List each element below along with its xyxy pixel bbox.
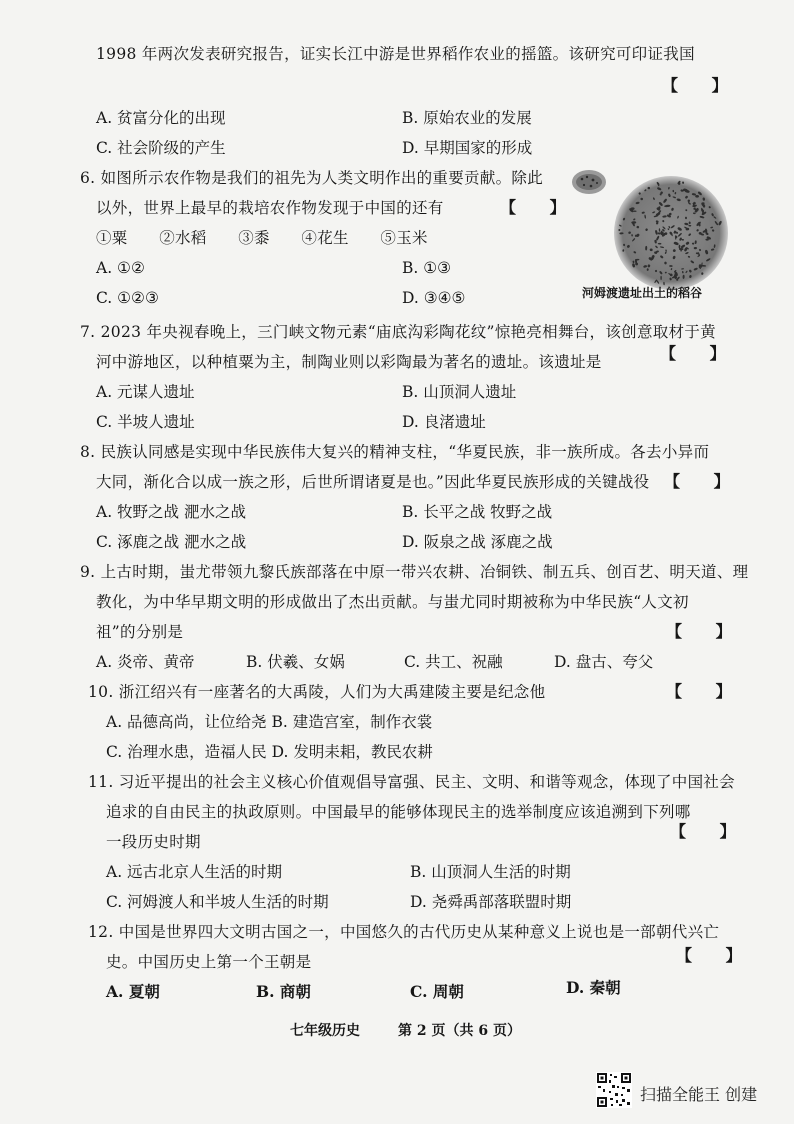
q9-option-c: C. 共工、祝融 bbox=[404, 653, 503, 671]
q10-answer-bracket: 【 】 bbox=[666, 682, 746, 701]
q6-option-d: D. ③④⑤ bbox=[402, 289, 466, 307]
q6-answer-bracket: 【 】 bbox=[500, 198, 580, 217]
footer-page-number: 第 2 页（共 6 页） bbox=[398, 1023, 521, 1039]
q10-stem-line1: 10. 浙江绍兴有一座著名的大禹陵，人们为大禹建陵主要是纪念他 bbox=[88, 683, 546, 701]
q6-stem-line2: 以外，世界上最早的栽培农作物发现于中国的还有 bbox=[96, 199, 444, 217]
q11-answer-bracket: 【 】 bbox=[670, 822, 750, 841]
q9-answer-bracket: 【 】 bbox=[666, 622, 746, 641]
q12-stem-line2: 史。中国历史上第一个王朝是 bbox=[106, 953, 312, 971]
q5-option-d: D. 早期国家的形成 bbox=[402, 139, 533, 157]
q11-stem-line2: 追求的自由民主的执政原则。中国最早的能够体现民主的选举制度应该追溯到下列哪 bbox=[106, 803, 691, 821]
q9-stem-line3: 祖”的分别是 bbox=[96, 623, 184, 641]
q6-stem-line1: 6. 如图所示农作物是我们的祖先为人类文明作出的重要贡献。除此 bbox=[80, 169, 544, 187]
figure-caption: 河姆渡遗址出土的稻谷 bbox=[582, 286, 703, 300]
q7-option-a: A. 元谋人遗址 bbox=[96, 383, 195, 401]
footer-subject: 七年级历史 bbox=[290, 1023, 360, 1039]
q6-option-b: B. ①③ bbox=[402, 259, 452, 277]
q9-option-a: A. 炎帝、黄帝 bbox=[96, 653, 195, 671]
q9-stem-line2: 教化，为中华早期文明的形成做出了杰出贡献。与蚩尤同时期被称为中华民族“人文初 bbox=[96, 593, 689, 611]
q6-option-c: C. ①②③ bbox=[96, 289, 159, 307]
q11-option-c: C. 河姆渡人和半坡人生活的时期 bbox=[106, 893, 329, 911]
q8-stem-line2: 大同，渐化合以成一族之形，后世所谓诸夏是也。”因此华夏民族形成的关键战役 bbox=[96, 473, 650, 491]
q6-items: ①粟 ②水稻 ③黍 ④花生 ⑤玉米 bbox=[96, 229, 428, 247]
q7-option-c: C. 半坡人遗址 bbox=[96, 413, 195, 431]
q5-option-b: B. 原始农业的发展 bbox=[402, 109, 532, 127]
scanner-watermark-text: 扫描全能王 创建 bbox=[640, 1085, 758, 1104]
q9-stem-line1: 9. 上古时期，蚩尤带领九黎氏族部落在中原一带兴农耕、冶铜铁、制五兵、创百艺、明天道、理 bbox=[80, 563, 749, 581]
q9-option-b: B. 伏羲、女娲 bbox=[246, 653, 345, 671]
q12-option-b: B. 商朝 bbox=[256, 982, 311, 1001]
rice-grain-small-image bbox=[570, 168, 608, 196]
q10-options-cd: C. 治理水患，造福人民 D. 发明耒耜，教民农耕 bbox=[106, 743, 433, 761]
q8-option-b: B. 长平之战 牧野之战 bbox=[402, 503, 553, 521]
q11-stem-line3: 一段历史时期 bbox=[106, 833, 201, 851]
q12-stem-line1: 12. 中国是世界四大文明古国之一，中国悠久的古代历史从某种意义上说也是一部朝代兴亡 bbox=[88, 923, 720, 941]
q10-options-ab: A. 品德高尚，让位给尧 B. 建造宫室，制作衣裳 bbox=[106, 713, 433, 731]
q7-answer-bracket: 【 】 bbox=[660, 344, 740, 363]
q6-option-a: A. ①② bbox=[96, 259, 145, 277]
q12-option-c: C. 周朝 bbox=[410, 982, 464, 1001]
q5-stem-line1: 1998 年两次发表研究报告，证实长江中游是世界稻作农业的摇篮。该研究可印证我国 bbox=[96, 45, 695, 63]
rice-grain-magnified-image bbox=[612, 174, 730, 292]
q11-option-a: A. 远古北京人生活的时期 bbox=[106, 863, 283, 881]
q7-option-d: D. 良渚遗址 bbox=[402, 413, 486, 431]
q8-option-a: A. 牧野之战 淝水之战 bbox=[96, 503, 246, 521]
q11-option-b: B. 山顶洞人生活的时期 bbox=[410, 863, 571, 881]
qr-code-icon bbox=[596, 1072, 632, 1108]
q7-stem-line2: 河中游地区，以种植粟为主，制陶业则以彩陶最为著名的遗址。该遗址是 bbox=[96, 353, 602, 371]
q8-option-d: D. 阪泉之战 涿鹿之战 bbox=[402, 533, 553, 551]
q8-answer-bracket: 【 】 bbox=[664, 472, 744, 491]
q9-option-d: D. 盘古、夸父 bbox=[554, 653, 654, 671]
q7-stem-line1: 7. 2023 年央视春晚上，三门峡文物元素“庙底沟彩陶花纹”惊艳亮相舞台，该创意取材于黄 bbox=[80, 323, 716, 341]
q8-option-c: C. 涿鹿之战 淝水之战 bbox=[96, 533, 247, 551]
q5-option-a: A. 贫富分化的出现 bbox=[96, 109, 226, 127]
q5-answer-bracket: 【 】 bbox=[662, 76, 742, 95]
q11-stem-line1: 11. 习近平提出的社会主义核心价值观倡导富强、民主、文明、和谐等观念，体现了中国社会 bbox=[88, 773, 735, 791]
q5-option-c: C. 社会阶级的产生 bbox=[96, 139, 226, 157]
q8-stem-line1: 8. 民族认同感是实现中华民族伟大复兴的精神支柱，“华夏民族，非一族所成。各去小异而 bbox=[80, 443, 710, 461]
q12-answer-bracket: 【 】 bbox=[676, 946, 756, 965]
q7-option-b: B. 山顶洞人遗址 bbox=[402, 383, 517, 401]
q12-option-d: D. 秦朝 bbox=[566, 978, 621, 997]
rice-texture-speck bbox=[660, 276, 661, 280]
q11-option-d: D. 尧舜禹部落联盟时期 bbox=[410, 893, 572, 911]
q12-option-a: A. 夏朝 bbox=[106, 982, 160, 1001]
rice-texture-speck bbox=[633, 211, 637, 212]
